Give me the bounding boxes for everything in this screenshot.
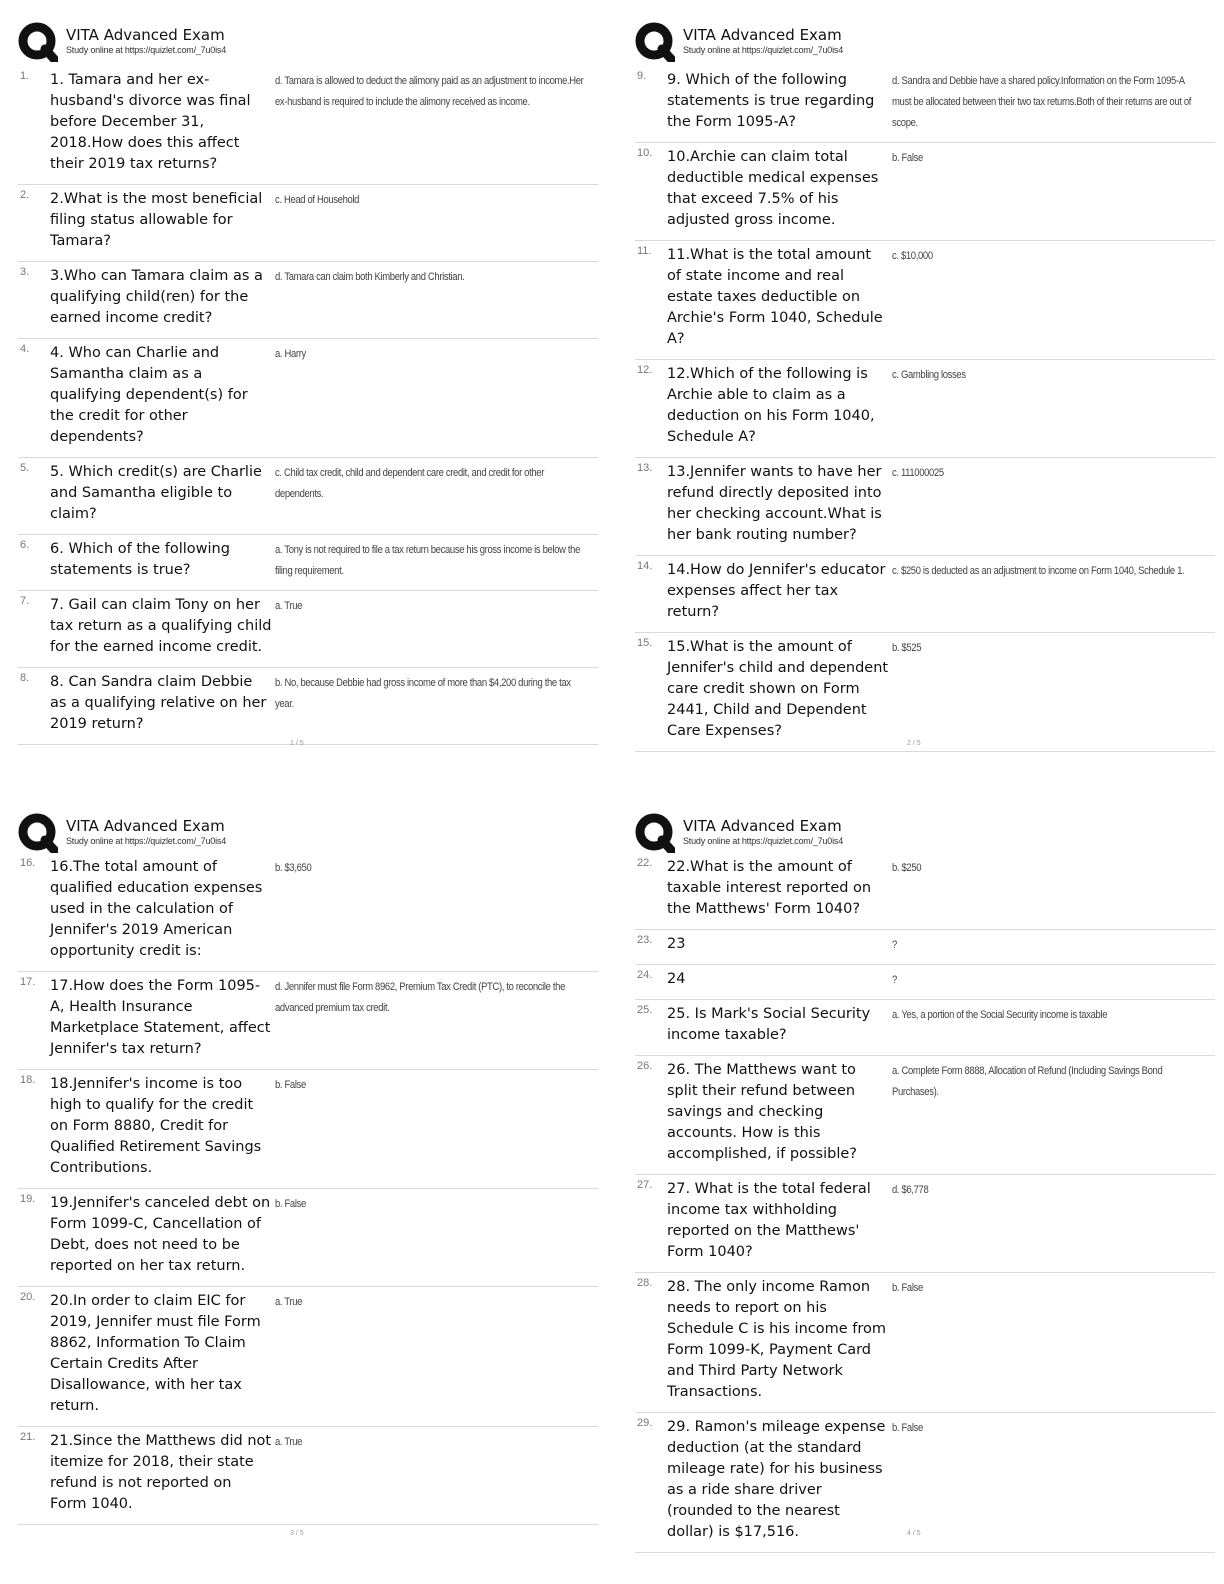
list-item (635, 965, 1215, 1000)
list-item (18, 668, 598, 745)
answer: b. False (275, 1198, 306, 1210)
answer: b. False (892, 1422, 923, 1434)
item-number: 13. (637, 462, 653, 474)
list-item (635, 930, 1215, 965)
item-number: 22. (637, 857, 653, 869)
question: 3.Who can Tamara claim as a qualifying child(ren) for the earned income credit? (50, 268, 263, 326)
answer: a. Harry (275, 348, 306, 360)
page-footer: 3 / 5 (290, 1530, 304, 1537)
answer: b. $525 (892, 642, 922, 654)
answer: d. Sandra and Debbie have a shared policy.Information on the Form 1095-A must be allocated between their two tax returns.Both of their returns are out of scope. (892, 75, 1192, 129)
answer: b. False (892, 152, 923, 164)
item-number: 6. (20, 539, 30, 551)
item-number: 28. (637, 1277, 653, 1289)
question: 26. The Matthews want to split their refund between savings and checking accounts. How is this accomplished, if possible? (667, 1062, 857, 1162)
page-title: VITA Advanced Exam (683, 26, 842, 44)
item-number: 5. (20, 462, 30, 474)
item-number: 11. (637, 245, 652, 257)
answer: a. True (275, 1436, 303, 1448)
study-link[interactable]: Study online at https://quizlet.com/_7u0is4 (66, 45, 227, 55)
question: 21.Since the Matthews did not itemize for 2018, their state refund is not reported on Form 1040. (50, 1433, 272, 1512)
list-item (18, 66, 598, 185)
question: 9. Which of the following statements is true regarding the Form 1095-A? (667, 72, 875, 130)
card-list (18, 853, 598, 1525)
answer: a. Tony is not required to file a tax return because his gross income is below the filing requirement. (275, 544, 581, 577)
list-item (635, 143, 1215, 241)
list-item (635, 66, 1215, 143)
answer: b. $250 (892, 862, 922, 874)
answer: a. Complete Form 8888, Allocation of Refund (Including Savings Bond Purchases). (892, 1065, 1163, 1098)
list-item (635, 241, 1215, 360)
study-link[interactable]: Study online at https://quizlet.com/_7u0is4 (66, 836, 227, 846)
item-number: 20. (20, 1291, 36, 1303)
item-number: 29. (637, 1417, 653, 1429)
list-item (18, 339, 598, 458)
answer: d. Jennifer must file Form 8962, Premium Tax Credit (PTC), to reconcile the advanced premium tax credit. (275, 981, 566, 1014)
question: 16.The total amount of qualified education expenses used in the calculation of Jennifer's 2019 American opportunity credit is: (50, 859, 263, 959)
list-item (18, 262, 598, 339)
item-number: 23. (637, 934, 653, 946)
question: 22.What is the amount of taxable interest reported on the Matthews' Form 1040? (667, 859, 872, 917)
answer: c. 111000025 (892, 467, 944, 479)
item-number: 25. (637, 1004, 653, 1016)
answer: d. $6,778 (892, 1184, 929, 1196)
question: 13.Jennifer wants to have her refund directly deposited into her checking account.What is her bank routing number? (667, 464, 882, 543)
quizlet-logo-icon (635, 813, 675, 853)
card-list (635, 853, 1215, 1553)
item-number: 3. (20, 266, 30, 278)
question: 19.Jennifer's canceled debt on Form 1099-C, Cancellation of Debt, does not need to be reported on her tax return. (50, 1195, 271, 1274)
question: 5. Which credit(s) are Charlie and Samantha eligible to claim? (50, 464, 262, 522)
question: 6. Which of the following statements is true? (50, 541, 230, 578)
question: 8. Can Sandra claim Debbie as a qualifying relative on her 2019 return? (50, 674, 267, 732)
list-item (635, 1273, 1215, 1413)
item-number: 10. (637, 147, 653, 159)
page-title: VITA Advanced Exam (66, 817, 225, 835)
item-number: 14. (637, 560, 653, 572)
quizlet-logo-icon (18, 813, 58, 853)
item-number: 9. (637, 70, 647, 82)
list-item (18, 853, 598, 972)
question: 20.In order to claim EIC for 2019, Jennifer must file Form 8862, Information To Claim Certain Credits After Disallowance, with her tax return. (50, 1293, 261, 1414)
answer: d. Tamara is allowed to deduct the alimony paid as an adjustment to income.Her ex-husband is required to include the alimony received as income. (275, 75, 584, 108)
item-number: 26. (637, 1060, 653, 1072)
question: 11.What is the total amount of state income and real estate taxes deductible on Archie's Form 1040, Schedule A? (667, 247, 883, 347)
question: 17.How does the Form 1095-A, Health Insurance Marketplace Statement, affect Jennifer's tax return? (50, 978, 271, 1057)
item-number: 24. (637, 969, 653, 981)
answer: ? (892, 974, 897, 986)
answer: d. Tamara can claim both Kimberly and Christian. (275, 271, 465, 283)
question: 28. The only income Ramon needs to report on his Schedule C is his income from Form 1099-K, Payment Card and Third Party Network Transactions. (667, 1279, 887, 1400)
answer: a. True (275, 1296, 303, 1308)
list-item (18, 185, 598, 262)
answer: c. $10,000 (892, 250, 933, 262)
question: 10.Archie can claim total deductible medical expenses that exceed 7.5% of his adjusted gross income. (667, 149, 879, 228)
answer: b. $3,650 (275, 862, 312, 874)
list-item (635, 458, 1215, 556)
list-item (18, 535, 598, 591)
question: 24 (667, 971, 686, 987)
answer: ? (892, 939, 897, 951)
item-number: 19. (20, 1193, 36, 1205)
study-link[interactable]: Study online at https://quizlet.com/_7u0is4 (683, 45, 844, 55)
list-item (635, 633, 1215, 752)
page-3 (18, 813, 598, 1512)
item-number: 7. (20, 595, 30, 607)
question: 12.Which of the following is Archie able to claim as a deduction on his Form 1040, Schedule A? (667, 366, 875, 445)
answer: b. False (275, 1079, 306, 1091)
answer: b. False (892, 1282, 923, 1294)
page-1 (18, 22, 598, 732)
study-link[interactable]: Study online at https://quizlet.com/_7u0is4 (683, 836, 844, 846)
item-number: 21. (20, 1431, 36, 1443)
answer: c. Head of Household (275, 194, 360, 206)
item-number: 15. (637, 637, 653, 649)
question: 25. Is Mark's Social Security income taxable? (667, 1006, 871, 1043)
item-number: 8. (20, 672, 30, 684)
card-list (18, 66, 598, 745)
question: 7. Gail can claim Tony on her tax return as a qualifying child for the earned income credit. (50, 597, 272, 655)
list-item (635, 1056, 1215, 1175)
item-number: 4. (20, 343, 30, 355)
list-item (18, 591, 598, 668)
question: 29. Ramon's mileage expense deduction (at the standard mileage rate) for his business as a ride share driver (rounded to the nearest dollar) is $17,516. (667, 1419, 886, 1540)
list-item (635, 853, 1215, 930)
list-item (18, 1070, 598, 1189)
question: 14.How do Jennifer's educator expenses affect her tax return? (667, 562, 886, 620)
question: 27. What is the total federal income tax withholding reported on the Matthews' Form 1040? (667, 1181, 871, 1260)
answer: a. True (275, 600, 303, 612)
item-number: 17. (20, 976, 36, 988)
quizlet-logo-icon (18, 22, 58, 62)
item-number: 12. (637, 364, 653, 376)
question: 2.What is the most beneficial filing status allowable for Tamara? (50, 191, 263, 249)
list-item (18, 1427, 598, 1525)
question: 15.What is the amount of Jennifer's child and dependent care credit shown on Form 2441, Child and Dependent Care Expenses? (667, 639, 889, 739)
item-number: 1. (20, 70, 30, 82)
item-number: 16. (20, 857, 36, 869)
list-item (18, 972, 598, 1070)
page-footer: 1 / 5 (290, 740, 304, 747)
page-2 (635, 22, 1215, 739)
item-number: 2. (20, 189, 30, 201)
item-number: 27. (637, 1179, 653, 1191)
list-item (635, 1413, 1215, 1553)
answer: b. No, because Debbie had gross income of more than $4,200 during the tax year. (275, 677, 571, 710)
question: 23 (667, 936, 686, 952)
card-list (635, 66, 1215, 752)
page-title: VITA Advanced Exam (683, 817, 842, 835)
answer: c. $250 is deducted as an adjustment to income on Form 1040, Schedule 1. (892, 565, 1185, 577)
page-title: VITA Advanced Exam (66, 26, 225, 44)
page-footer: 2 / 5 (907, 740, 921, 747)
list-item (18, 1287, 598, 1427)
answer: c. Gambling losses (892, 369, 966, 381)
list-item (635, 556, 1215, 633)
list-item (18, 1189, 598, 1287)
question: 18.Jennifer's income is too high to qualify for the credit on Form 8880, Credit for Qualified Retirement Savings Contributions. (50, 1076, 262, 1176)
question: 1. Tamara and her ex-husband's divorce was final before December 31, 2018.How does this affect their 2019 tax returns? (50, 72, 251, 172)
list-item (635, 1175, 1215, 1273)
question: 4. Who can Charlie and Samantha claim as a qualifying dependent(s) for the credit for other dependents? (50, 345, 248, 445)
list-item (635, 1000, 1215, 1056)
page-footer: 4 / 5 (907, 1530, 921, 1537)
list-item (635, 360, 1215, 458)
answer: a. Yes, a portion of the Social Security income is taxable (892, 1009, 1108, 1021)
answer: c. Child tax credit, child and dependent care credit, and credit for other dependents. (275, 467, 545, 500)
quizlet-logo-icon (635, 22, 675, 62)
list-item (18, 458, 598, 535)
item-number: 18. (20, 1074, 36, 1086)
